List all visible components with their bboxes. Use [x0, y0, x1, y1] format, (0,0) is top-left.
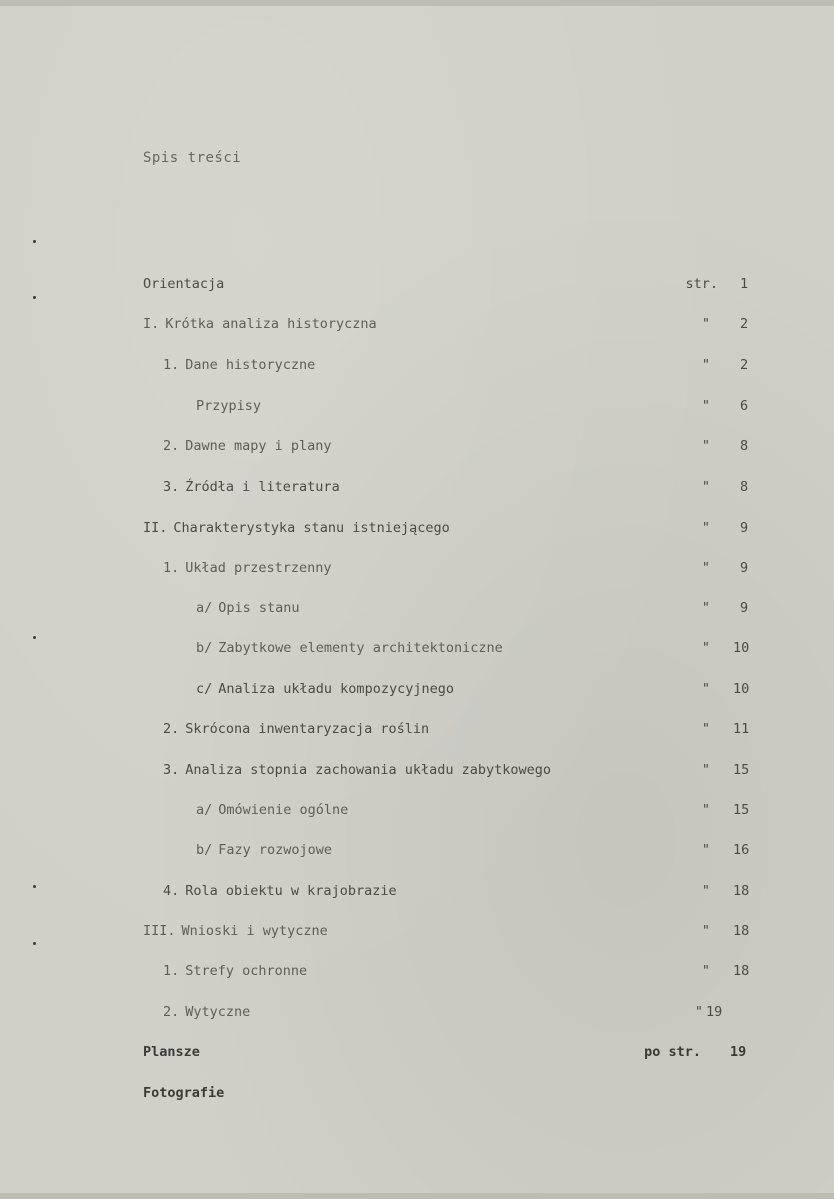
toc-entry-title: Charakterystyka stanu istniejącego	[173, 520, 450, 536]
margin-mark	[33, 885, 36, 888]
toc-entry-title: Opis stanu	[218, 600, 300, 616]
toc-entry-number: 3.	[163, 479, 180, 495]
toc-entry-subsection	[163, 557, 332, 579]
toc-entry-number: b/	[196, 842, 213, 858]
toc-entry-title: Orientacja	[143, 276, 225, 292]
toc-page-number: 16	[733, 842, 750, 858]
page-edge-bottom	[0, 1193, 834, 1199]
toc-page-number: 15	[733, 762, 750, 778]
toc-page-marker: "	[701, 357, 710, 373]
toc-page-number: 9	[740, 600, 749, 616]
toc-page-number: 19	[730, 1044, 747, 1060]
toc-entry-title: Wytyczne	[185, 1004, 251, 1020]
toc-page-marker: "	[701, 802, 710, 818]
toc-page-marker: po str.	[644, 1044, 701, 1060]
toc-page-marker: "	[701, 520, 710, 536]
toc-entry-item	[196, 597, 300, 619]
toc-entry-title: Krótka analiza historyczna	[165, 316, 377, 332]
toc-entry-title: Fotografie	[143, 1085, 225, 1101]
toc-page-marker: "	[694, 1004, 703, 1020]
toc-entry-title: Plansze	[143, 1044, 200, 1060]
toc-page-marker: "	[701, 316, 710, 332]
toc-page-marker: "	[701, 398, 710, 414]
toc-page-marker: "	[701, 762, 710, 778]
toc-page-marker: "	[701, 721, 710, 737]
toc-entry-number: b/	[196, 640, 213, 656]
toc-entry-title: Przypisy	[196, 398, 262, 414]
page-edge-top	[0, 0, 834, 6]
toc-entry-subsection	[163, 718, 429, 740]
toc-entry-title: Fazy rozwojowe	[218, 842, 333, 858]
toc-entry-subsection	[163, 1001, 250, 1023]
toc-page-number: 9	[740, 520, 749, 536]
toc-entry-title: Omówienie ogólne	[218, 802, 349, 818]
toc-page-number: 10	[733, 640, 750, 656]
toc-page-number: 9	[740, 560, 749, 576]
toc-entry-subsection	[163, 476, 340, 498]
margin-mark	[33, 636, 36, 639]
toc-entry-title: Analiza układu kompozycyjnego	[218, 681, 454, 697]
toc-entry-section-1	[143, 313, 377, 335]
toc-page-number: 6	[740, 398, 749, 414]
toc-page-marker: "	[701, 883, 710, 899]
toc-page-number: 18	[733, 963, 750, 979]
toc-entry-subsection	[163, 435, 332, 457]
margin-mark	[33, 296, 36, 299]
toc-page-number: 8	[740, 479, 749, 495]
toc-entry-title: Dawne mapy i plany	[185, 438, 332, 454]
toc-page-marker: "	[701, 640, 710, 656]
page-title: Spis treści	[143, 150, 242, 166]
toc-entry-number: 1.	[163, 357, 180, 373]
toc-page-marker: "	[701, 842, 710, 858]
toc-entry-subsection	[163, 960, 307, 982]
toc-page-marker: "	[701, 681, 710, 697]
toc-entry-title: Strefy ochronne	[185, 963, 308, 979]
toc-entry-subsection	[163, 880, 397, 902]
toc-entry-number: 2.	[163, 1004, 180, 1020]
toc-entry-subsection	[163, 759, 551, 781]
toc-page-number: 19	[706, 1004, 723, 1020]
toc-page-number: 18	[733, 923, 750, 939]
toc-page-marker: "	[701, 923, 710, 939]
toc-entry-title: Dane historyczne	[185, 357, 316, 373]
toc-entry-number: 3.	[163, 762, 180, 778]
toc-entry-number: I.	[143, 316, 160, 332]
toc-entry-photos	[143, 1082, 224, 1104]
toc-page-number: 2	[740, 316, 749, 332]
toc-entry-number: III.	[143, 923, 176, 939]
toc-page-number: 10	[733, 681, 750, 697]
toc-entry-number: a/	[196, 802, 213, 818]
toc-page-marker: "	[701, 963, 710, 979]
toc-entry-number: 1.	[163, 963, 180, 979]
toc-entry-number: II.	[143, 520, 168, 536]
toc-entry-number: 4.	[163, 883, 180, 899]
toc-entry-item	[196, 637, 503, 659]
toc-entry-title: Rola obiektu w krajobrazie	[185, 883, 397, 899]
toc-page-marker: "	[701, 560, 710, 576]
toc-entry-number: a/	[196, 600, 213, 616]
toc-entry-plates	[143, 1041, 200, 1063]
toc-entry-item	[196, 678, 454, 700]
toc-page-number: 18	[733, 883, 750, 899]
toc-entry-number: 2.	[163, 721, 180, 737]
toc-entry-title: Analiza stopnia zachowania układu zabytkowego	[185, 762, 552, 778]
toc-page-number: 8	[740, 438, 749, 454]
toc-entry-title: Układ przestrzenny	[185, 560, 332, 576]
toc-page-marker: "	[701, 438, 710, 454]
margin-mark	[33, 942, 36, 945]
toc-entry-item	[196, 839, 332, 861]
toc-page-marker: "	[701, 479, 710, 495]
toc-page-number: 1	[740, 276, 749, 292]
margin-mark	[33, 240, 36, 243]
toc-page-marker: str.	[685, 276, 718, 292]
toc-page-marker: "	[701, 600, 710, 616]
toc-page-number: 15	[733, 802, 750, 818]
toc-entry-title: Skrócona inwentaryzacja roślin	[185, 721, 430, 737]
toc-entry-number: 2.	[163, 438, 180, 454]
toc-entry-number: 1.	[163, 560, 180, 576]
toc-entry-section-2	[143, 517, 450, 539]
toc-entry-subsection	[163, 354, 315, 376]
toc-entry-item	[196, 799, 348, 821]
toc-entry-title: Wnioski i wytyczne	[181, 923, 328, 939]
toc-entry-number: c/	[196, 681, 213, 697]
toc-page-number: 2	[740, 357, 749, 373]
toc-entry-subsection	[196, 395, 261, 417]
toc-entry-title: Źródła i literatura	[185, 479, 340, 495]
toc-entry-title: Zabytkowe elementy architektoniczne	[218, 640, 503, 656]
toc-entry-section-3	[143, 920, 328, 942]
toc-entry-orientation	[143, 273, 224, 295]
toc-page-number: 11	[733, 721, 750, 737]
